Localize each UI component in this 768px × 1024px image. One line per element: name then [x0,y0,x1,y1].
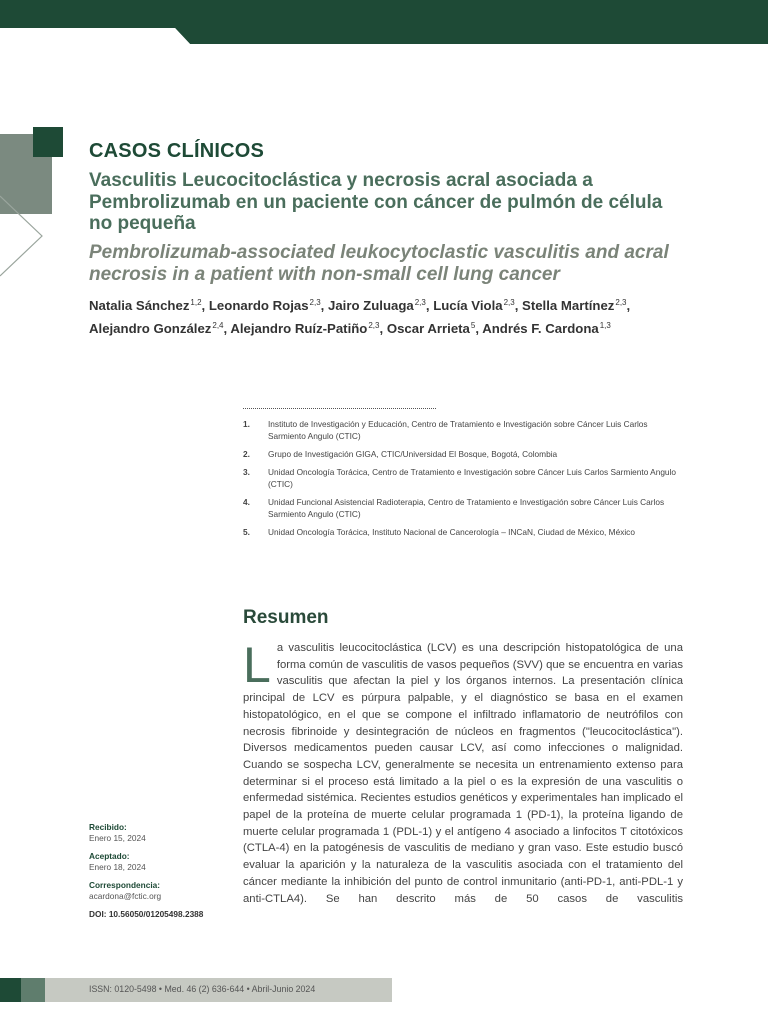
doi[interactable]: DOI: 10.56050/01205498.2388 [89,909,204,919]
accepted-label: Aceptado: [89,851,130,861]
affiliation-item: 3. Unidad Oncología Torácica, Centro de Tratamiento e Investigación sobre Cáncer Luis Carlos Sarmiento Angulo (CTIC) [243,467,677,489]
abstract-heading: Resumen [243,607,329,628]
abstract-text: a vasculitis leucocitoclástica (LCV) es una descripción histopatológica de una forma común de vasculitis de vasos pequeños (SVV) que se encuentra en varias vasculitis que afectan la piel y los órganos internos. La presentación clínica principal de LCV es púrpura palpable, y el diagnóstico se basa en el examen histopatológico, en el que se compone el infiltrado inflamatorio de neutrófilos con necrosis fibrinoide y desintegración de núcleos en fragmentos ("leucocitoclástica"). Diversos medicamentos pueden causar LCV, así como infecciones o malignidad. Cuando se sospecha LCV, generalmente se necesita un entrenamiento extenso para determinar si el proceso está limitado a la piel o es la expresión de una vasculitis o enfermedad sistémica. Recientes estudios genéticos y experimentales han implicado el papel de la proteína de muerte celular programada 1 (PD-1), la proteína ligando de muerte celular programada 1 (PDL-1) y el antígeno 4 asociado a linfocitos T citotóxicos (CTLA-4) en la patogénesis de vasculitis de mediano y gran vaso. Este estudio buscó evaluar la aparición y la naturaleza de la vasculitis asociada con el tratamiento del cáncer mediante la inhibición del punto de control inmunitario (anti-PD-1, anti-PDL-1 y anti-CTLA4). Se han descrito más de 50 casos de vasculitis [243,642,683,905]
author: Leonardo Rojas$^{2,3}$, [208,298,328,313]
title-english: Pembrolizumab-associated leukocytoclastic vasculitis and acral necrosis in a patient with non-small cell lung cancer [89,242,669,285]
received-date: Enero 15, 2024 [89,832,146,843]
article-metadata [89,822,239,928]
corner-decoration [0,0,80,290]
correspondence-email[interactable]: acardona@fctic.org [89,890,162,901]
author: Lucía Viola$^{2,3}$, [433,298,523,313]
author: Alejandro Ruíz-Patiño$^{2,3}$, [230,321,387,336]
author: Jairo Zuluaga$^{2,3}$, [327,298,434,313]
correspondence-label: Correspondencia: [89,880,160,890]
received-label: Recibido: [89,822,127,832]
author: Natalia Sánchez$^{1,2}$, [89,298,209,313]
author: Andrés F. Cardona$^{1,3}$ [482,321,611,336]
drop-cap: L [243,640,271,693]
title-spanish: Vasculitis Leucocitoclástica y necrosis acral asociada a Pembrolizumab en un paciente con cáncer de pulmón de célula no pequeña [89,170,663,234]
section-label: CASOS CLÍNICOS [89,140,265,162]
affiliation-item: 1. Instituto de Investigación y Educación, Centro de Tratamiento e Investigación sobre Cáncer Luis Carlos Sarmiento Angulo (CTIC) [243,419,648,441]
accepted-date: Enero 18, 2024 [89,861,146,872]
abstract-body [243,640,683,930]
affiliation-list [243,418,683,544]
affiliation-item: 4. Unidad Funcional Asistencial Radioterapia, Centro de Tratamiento e Investigación sobre Cáncer Luis Carlos Sarmiento Angulo (CTIC) [243,497,665,519]
affiliation-item: 2. Grupo de Investigación GIGA, CTIC/Universidad El Bosque, Bogotá, Colombia [243,449,558,459]
footer-citation: ISSN: 0120-5498 • Med. 46 (2) 636-644 • Abril-Junio 2024 [89,984,316,994]
footer-accent-dark [0,978,21,1002]
author: Stella Martínez$^{2,3}$, [522,298,631,313]
affiliations-divider [243,408,436,409]
footer-accent-mid [21,978,45,1002]
author-list [89,293,729,339]
affiliation-item: 5. Unidad Oncología Torácica, Instituto Nacional de Cancerología – INCaN, Ciudad de México, México [243,527,635,537]
header-band [0,0,768,44]
author: Oscar Arrieta$^5$, [386,321,483,336]
author: Alejandro González$^{2,4}$, [89,321,231,336]
